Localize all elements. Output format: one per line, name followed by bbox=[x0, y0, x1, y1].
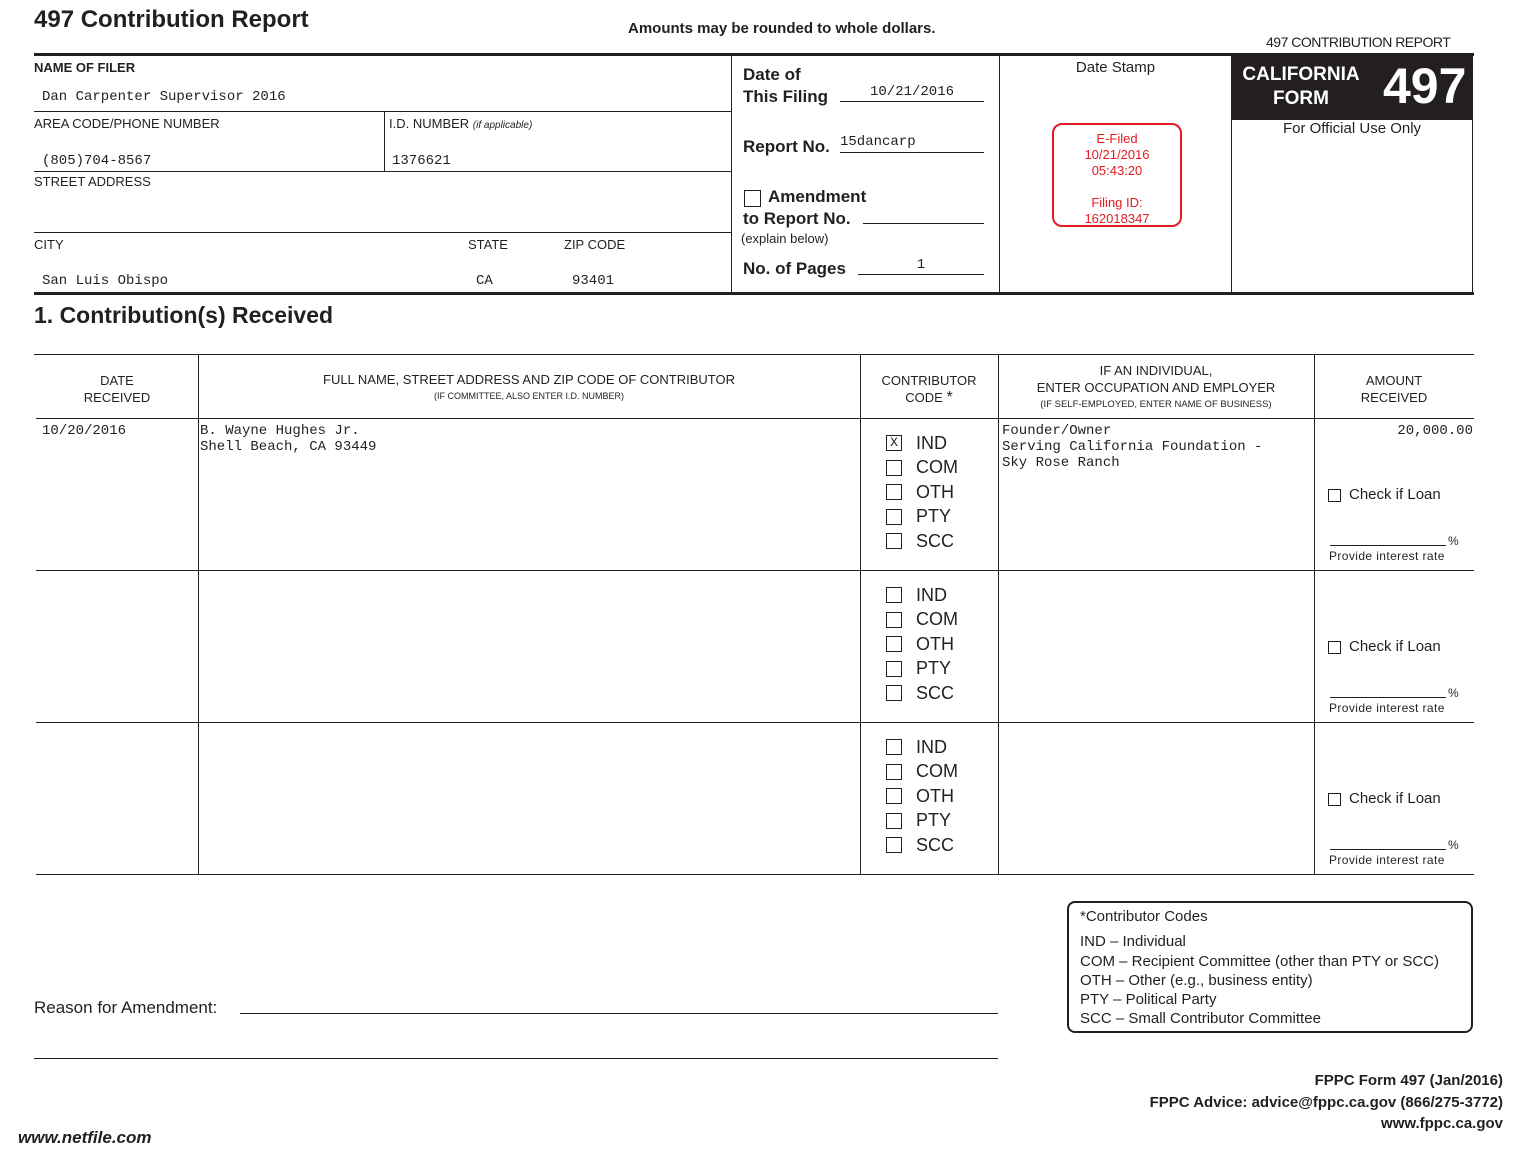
col-name-line1: FULL NAME, STREET ADDRESS AND ZIP CODE OF CONTRIBUTOR bbox=[323, 372, 735, 387]
code-option-pty[interactable] bbox=[886, 505, 951, 529]
code-option-oth[interactable] bbox=[886, 632, 954, 656]
code-checkbox[interactable] bbox=[886, 533, 902, 549]
row-contributor[interactable] bbox=[200, 423, 376, 455]
col-date-line1: DATE bbox=[100, 373, 134, 388]
col-occ-line1: IF AN INDIVIDUAL, bbox=[1099, 363, 1213, 378]
code-option-ind[interactable] bbox=[886, 431, 947, 455]
row-occupation[interactable] bbox=[1002, 423, 1262, 471]
percent-sign: % bbox=[1448, 838, 1459, 852]
rule bbox=[840, 152, 984, 153]
rule bbox=[999, 56, 1000, 294]
id-label-text: I.D. NUMBER bbox=[389, 116, 470, 131]
percent-sign: % bbox=[1448, 534, 1459, 548]
code-label: IND bbox=[916, 432, 947, 453]
code-label: IND bbox=[916, 736, 947, 757]
check-if-loan-checkbox[interactable] bbox=[1328, 641, 1341, 654]
col-amount-line1: AMOUNT bbox=[1365, 373, 1423, 388]
code-label: OTH bbox=[916, 633, 954, 654]
reason-line-1[interactable] bbox=[240, 1013, 998, 1014]
code-label: IND bbox=[916, 584, 947, 605]
code-option-ind[interactable] bbox=[886, 735, 947, 759]
row-date[interactable]: 10/20/2016 bbox=[42, 423, 127, 439]
rule bbox=[1314, 354, 1315, 875]
interest-rate-input[interactable] bbox=[1330, 849, 1446, 850]
amendment-checkbox[interactable] bbox=[744, 190, 761, 207]
zip-label: ZIP CODE bbox=[564, 237, 626, 252]
occupation-line: Sky Rose Ranch bbox=[1002, 455, 1120, 471]
no-of-pages-label: No. of Pages bbox=[743, 259, 846, 278]
rule bbox=[36, 874, 1474, 875]
rule bbox=[198, 354, 199, 875]
filing-date-value[interactable]: 10/21/2016 bbox=[869, 84, 954, 100]
col-occ-note: (IF SELF-EMPLOYED, ENTER NAME OF BUSINESS) bbox=[1040, 399, 1272, 410]
code-label: PTY bbox=[916, 506, 952, 527]
rounding-note: Amounts may be rounded to whole dollars. bbox=[628, 20, 936, 37]
code-option-scc[interactable] bbox=[886, 833, 954, 857]
name-of-filer-label: NAME OF FILER bbox=[34, 60, 136, 75]
date-label-line2: This Filing bbox=[743, 87, 828, 106]
code-label: SCC bbox=[916, 834, 955, 855]
col-amount-line2: RECEIVED bbox=[1360, 390, 1428, 405]
col-code-star: * bbox=[946, 389, 953, 406]
code-checkbox[interactable] bbox=[886, 636, 902, 652]
check-if-loan-label: Check if Loan bbox=[1349, 486, 1441, 503]
check-if-loan-label: Check if Loan bbox=[1349, 638, 1441, 655]
code-label: PTY bbox=[916, 810, 952, 831]
code-checkbox[interactable] bbox=[886, 837, 902, 853]
code-option-ind[interactable] bbox=[886, 583, 947, 607]
col-code-line2: CODE bbox=[905, 390, 943, 405]
rule bbox=[384, 111, 385, 171]
code-option-scc[interactable] bbox=[886, 681, 954, 705]
rule bbox=[34, 171, 731, 172]
col-date-header bbox=[36, 372, 198, 406]
code-label: COM bbox=[916, 609, 958, 630]
code-checkbox[interactable] bbox=[886, 612, 902, 628]
col-name-header bbox=[198, 372, 860, 404]
code-option-pty[interactable] bbox=[886, 657, 951, 681]
interest-rate-label: Provide interest rate bbox=[1329, 549, 1445, 563]
legend-item: SCC – Small Contributor Committee bbox=[1080, 1010, 1321, 1028]
id-number-value[interactable]: 1376621 bbox=[392, 153, 451, 169]
to-report-no-label: to Report No. bbox=[743, 209, 851, 228]
date-label-line1: Date of bbox=[743, 65, 801, 84]
efiled-text: E-Filed bbox=[1096, 131, 1138, 146]
form-label bbox=[1237, 63, 1365, 111]
code-option-pty[interactable] bbox=[886, 809, 951, 833]
filing-id-value: 162018347 bbox=[1084, 211, 1150, 226]
rule bbox=[36, 570, 1474, 571]
code-checkbox[interactable] bbox=[886, 509, 902, 525]
percent-sign: % bbox=[1448, 686, 1459, 700]
code-label: SCC bbox=[916, 530, 955, 551]
interest-rate-label: Provide interest rate bbox=[1329, 853, 1445, 867]
code-checkbox[interactable] bbox=[886, 813, 902, 829]
code-option-oth[interactable] bbox=[886, 480, 954, 504]
interest-rate-input[interactable] bbox=[1330, 545, 1446, 546]
state-value[interactable]: CA bbox=[476, 273, 493, 289]
footer-form-version: FPPC Form 497 (Jan/2016) bbox=[1314, 1072, 1503, 1089]
rule bbox=[731, 56, 732, 294]
phone-label: AREA CODE/PHONE NUMBER bbox=[34, 116, 220, 131]
code-checkbox[interactable] bbox=[886, 739, 902, 755]
rule bbox=[998, 354, 999, 875]
section-title: 1. Contribution(s) Received bbox=[34, 302, 334, 328]
street-label: STREET ADDRESS bbox=[34, 174, 151, 189]
official-use-label: For Official Use Only bbox=[1282, 120, 1422, 137]
col-code-line1: CONTRIBUTOR bbox=[881, 373, 977, 388]
col-date-line2: RECEIVED bbox=[83, 390, 151, 405]
rule bbox=[34, 111, 731, 112]
check-if-loan-checkbox[interactable] bbox=[1328, 793, 1341, 806]
pages-value[interactable]: 1 bbox=[916, 257, 926, 273]
code-label: OTH bbox=[916, 785, 954, 806]
rule bbox=[34, 232, 731, 233]
check-if-loan-checkbox[interactable] bbox=[1328, 489, 1341, 502]
legend-item: IND – Individual bbox=[1080, 933, 1186, 951]
reason-for-amendment-label: Reason for Amendment: bbox=[34, 998, 218, 1017]
code-checkbox[interactable] bbox=[886, 685, 902, 701]
rule bbox=[36, 418, 1474, 419]
legend-title: *Contributor Codes bbox=[1080, 908, 1208, 925]
interest-rate-label: Provide interest rate bbox=[1329, 701, 1445, 715]
col-occ-line2: ENTER OCCUPATION AND EMPLOYER bbox=[1036, 380, 1276, 395]
code-label: COM bbox=[916, 457, 958, 478]
explain-below-label: (explain below) bbox=[741, 231, 829, 246]
state-label: STATE bbox=[468, 237, 508, 252]
rule bbox=[863, 223, 984, 224]
rule bbox=[840, 101, 984, 102]
code-option-com[interactable] bbox=[886, 760, 958, 784]
legend-item: OTH – Other (e.g., business entity) bbox=[1080, 971, 1313, 989]
col-amount-header bbox=[1314, 372, 1474, 406]
california-text: CALIFORNIA bbox=[1242, 64, 1360, 85]
code-option-scc[interactable] bbox=[886, 529, 954, 553]
stamp-date: 10/21/2016 bbox=[1084, 147, 1150, 162]
rule bbox=[34, 292, 1474, 295]
rule bbox=[860, 354, 861, 875]
code-option-com[interactable] bbox=[886, 456, 958, 480]
legend-item: COM – Recipient Committee (other than PTY or SCC) bbox=[1080, 952, 1440, 970]
date-stamp-label: Date Stamp bbox=[1075, 59, 1156, 76]
city-label: CITY bbox=[34, 237, 64, 252]
header-right-label: 497 CONTRIBUTION REPORT bbox=[1266, 34, 1451, 50]
rule bbox=[34, 354, 1474, 355]
col-occupation-header bbox=[998, 362, 1314, 413]
contributor-name: B. Wayne Hughes Jr. bbox=[200, 423, 360, 439]
occupation-line: Founder/Owner bbox=[1002, 423, 1112, 439]
code-option-com[interactable] bbox=[886, 608, 958, 632]
code-checkbox[interactable] bbox=[886, 788, 902, 804]
california-form-box bbox=[1231, 56, 1473, 120]
efiled-stamp bbox=[1052, 123, 1182, 227]
id-number-label bbox=[389, 116, 532, 131]
amendment-label: Amendment bbox=[768, 187, 867, 206]
code-label: OTH bbox=[916, 481, 954, 502]
code-label: SCC bbox=[916, 682, 955, 703]
form-text: FORM bbox=[1273, 88, 1329, 109]
form-number: 497 bbox=[1383, 58, 1467, 114]
contributor-codes-legend bbox=[1067, 901, 1473, 1033]
code-checkbox[interactable]: X bbox=[886, 435, 902, 451]
col-code-header bbox=[860, 372, 998, 406]
phone-value[interactable]: (805)704-8567 bbox=[42, 153, 152, 169]
report-no-value[interactable]: 15dancarp bbox=[840, 134, 916, 150]
code-checkbox[interactable] bbox=[886, 661, 902, 677]
reason-line-2[interactable] bbox=[34, 1058, 998, 1059]
code-checkbox[interactable] bbox=[886, 764, 902, 780]
contributor-address: Shell Beach, CA 93449 bbox=[200, 439, 377, 455]
filer-name-value[interactable]: Dan Carpenter Supervisor 2016 bbox=[42, 89, 286, 105]
stamp-time: 05:43:20 bbox=[1091, 163, 1143, 178]
netfile-link[interactable]: www.netfile.com bbox=[18, 1128, 152, 1147]
col-name-note: (IF COMMITTEE, ALSO ENTER I.D. NUMBER) bbox=[433, 391, 624, 401]
code-option-oth[interactable] bbox=[886, 784, 954, 808]
rule bbox=[858, 274, 984, 275]
code-label: COM bbox=[916, 761, 958, 782]
code-label: PTY bbox=[916, 658, 952, 679]
date-of-filing-label bbox=[743, 64, 828, 108]
code-checkbox[interactable] bbox=[886, 587, 902, 603]
occupation-line: Serving California Foundation - bbox=[1002, 439, 1263, 455]
report-no-label: Report No. bbox=[743, 137, 830, 156]
interest-rate-input[interactable] bbox=[1330, 697, 1446, 698]
footer-advice: FPPC Advice: advice@fppc.ca.gov (866/275-3772) bbox=[1149, 1094, 1503, 1111]
footer-website: www.fppc.ca.gov bbox=[1381, 1115, 1503, 1132]
filing-id-label: Filing ID: bbox=[1091, 195, 1143, 210]
city-value[interactable]: San Luis Obispo bbox=[42, 273, 169, 289]
legend-item: PTY – Political Party bbox=[1080, 991, 1217, 1009]
row-amount[interactable]: 20,000.00 bbox=[1397, 423, 1473, 439]
zip-value[interactable]: 93401 bbox=[572, 273, 615, 289]
code-checkbox[interactable] bbox=[886, 460, 902, 476]
code-checkbox[interactable] bbox=[886, 484, 902, 500]
rule bbox=[36, 722, 1474, 723]
id-label-note: (if applicable) bbox=[472, 120, 533, 131]
check-if-loan-label: Check if Loan bbox=[1349, 790, 1441, 807]
form-title: 497 Contribution Report bbox=[34, 6, 309, 33]
